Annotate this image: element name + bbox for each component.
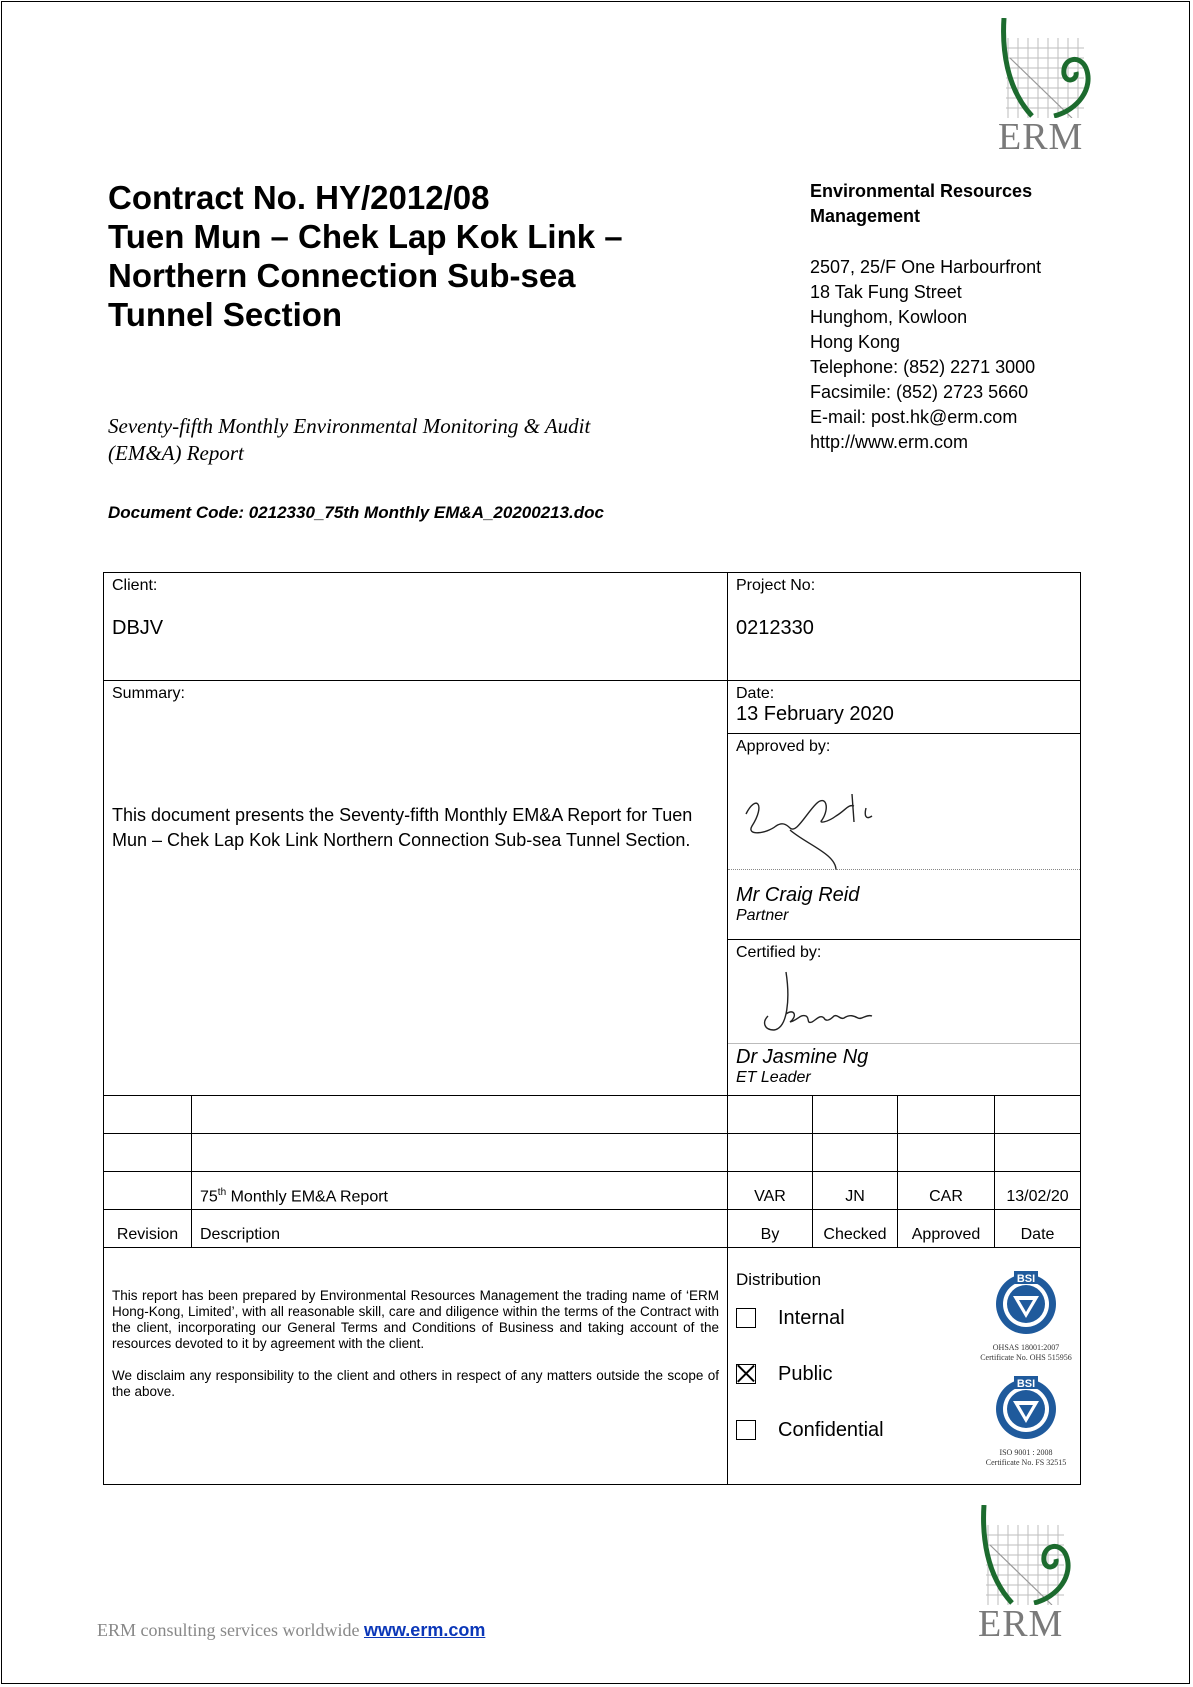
approver-role: Partner <box>736 907 789 924</box>
facsimile: Facsimile: (852) 2723 5660 <box>810 382 1029 402</box>
project-label: Project No: <box>736 577 816 594</box>
approver-name: Mr Craig Reid <box>736 884 860 906</box>
svg-text:BSI: BSI <box>1016 1273 1036 1285</box>
certifier-name: Dr Jasmine Ng <box>736 1046 869 1068</box>
date-box <box>728 681 1080 734</box>
erm-logo-icon <box>998 18 1094 118</box>
date-value: 13 February 2020 <box>736 703 894 725</box>
confidential-checkbox[interactable] <box>736 1420 756 1440</box>
certifier-signature-icon <box>750 968 910 1048</box>
client-label: Client: <box>112 577 158 594</box>
revision-by: VAR <box>728 1172 813 1210</box>
approved-box <box>728 734 1080 940</box>
document-control-table <box>103 572 1081 1485</box>
header-description: Description <box>192 1210 728 1248</box>
title-line: Tunnel Section <box>108 296 343 333</box>
date-label: Date: <box>736 685 775 702</box>
public-label: Public <box>778 1362 833 1385</box>
disclaimer-paragraph: This report has been prepared by Environmental Resources Management the trading name of ‘ERM Hong-Kong, Limited’, with all reasonable skill, care and diligence within the terms of the Contract with the client, incorporating our General Terms and Conditions of Business and taking account of the resources devoted to it by agreement with the client. <box>112 1288 719 1351</box>
summary-cell <box>104 681 728 1096</box>
address-line: 18 Tak Fung Street <box>810 282 962 302</box>
disclaimer-cell <box>104 1248 728 1485</box>
certified-box <box>728 940 1080 1095</box>
footer-text: ERM consulting services worldwide <box>97 1620 364 1640</box>
cert-line: Certificate No. OHS 515956 <box>980 1353 1072 1362</box>
title-line: Contract No. HY/2012/08 <box>108 179 490 216</box>
cert-line: ISO 9001 : 2008 <box>999 1448 1053 1457</box>
cert-line: Certificate No. FS 32515 <box>985 1458 1067 1467</box>
subtitle-line: Seventy-fifth Monthly Environmental Monitoring & Audit <box>108 414 591 438</box>
public-checkbox[interactable] <box>736 1364 756 1384</box>
header-by: By <box>728 1210 813 1248</box>
revision-number <box>104 1172 192 1210</box>
bsi-badge-icon <box>966 1268 1086 1338</box>
client-cell <box>104 573 728 681</box>
approval-cell <box>728 681 1081 1096</box>
header-approved: Approved <box>898 1210 995 1248</box>
title-line: Northern Connection Sub-sea <box>108 257 576 294</box>
company-name-line: Management <box>810 206 921 226</box>
distribution-cell <box>728 1248 1081 1485</box>
bsi-badge-icon <box>966 1373 1086 1443</box>
revision-description: 75th Monthly EM&A Report <box>192 1172 728 1210</box>
company-name <box>810 179 1150 229</box>
address-line: Hong Kong <box>810 332 901 352</box>
project-cell <box>728 573 1081 681</box>
address-line: 2507, 25/F One Harbourfront <box>810 257 1042 277</box>
erm-logo-text: ERM <box>978 1603 1064 1645</box>
revision-row-empty <box>104 1134 1081 1172</box>
document-code: Document Code: 0212330_75th Monthly EM&A_20200213.doc <box>108 503 605 522</box>
subtitle-line: (EM&A) Report <box>108 441 244 465</box>
erm-logo-icon <box>978 1505 1074 1605</box>
summary-label: Summary: <box>112 685 185 702</box>
cert-line: OHSAS 18001:2007 <box>992 1343 1060 1352</box>
revision-checked: JN <box>813 1172 898 1210</box>
disclaimer-paragraph: We disclaim any responsibility to the client and others in respect of any matters outside the scope of the above. <box>112 1368 719 1399</box>
telephone: Telephone: (852) 2271 3000 <box>810 357 1036 377</box>
certified-label: Certified by: <box>736 944 822 961</box>
address-line: Hunghom, Kowloon <box>810 307 968 327</box>
client-value: DBJV <box>112 617 164 639</box>
footer <box>97 1620 485 1641</box>
erm-logo-bottom <box>978 1505 1074 1643</box>
distribution-label: Distribution <box>736 1270 822 1289</box>
approved-label: Approved by: <box>736 738 831 755</box>
bsi-certification <box>966 1268 1086 1362</box>
summary-text: This document presents the Seventy-fifth Monthly EM&A Report for Tuen Mun – Chek Lap Kok Link Northern Connection Sub-sea Tunnel Section. <box>112 805 693 850</box>
header-checked: Checked <box>813 1210 898 1248</box>
header-revision: Revision <box>104 1210 192 1248</box>
revision-row-empty <box>104 1096 1081 1134</box>
erm-logo-text: ERM <box>998 116 1084 158</box>
title-line: Tuen Mun – Chek Lap Kok Link – <box>108 218 623 255</box>
website: http://www.erm.com <box>810 432 969 452</box>
document-title <box>108 178 748 334</box>
project-value: 0212330 <box>736 617 814 639</box>
revision-row <box>104 1172 1081 1210</box>
certifier-role: ET Leader <box>736 1069 811 1086</box>
company-address <box>810 255 1150 455</box>
bsi-certification <box>966 1373 1086 1467</box>
approver-signature-icon <box>736 764 896 874</box>
footer-link[interactable]: www.erm.com <box>363 1620 486 1640</box>
internal-label: Internal <box>778 1306 845 1329</box>
revision-header-row <box>104 1210 1081 1248</box>
svg-text:BSI: BSI <box>1016 1378 1036 1390</box>
erm-logo-top <box>998 18 1094 156</box>
confidential-label: Confidential <box>778 1418 884 1441</box>
company-name-line: Environmental Resources <box>810 181 1033 201</box>
revision-date: 13/02/20 <box>995 1172 1081 1210</box>
header-date: Date <box>995 1210 1081 1248</box>
revision-approved: CAR <box>898 1172 995 1210</box>
internal-checkbox[interactable] <box>736 1308 756 1328</box>
document-subtitle <box>108 413 728 467</box>
email: E-mail: post.hk@erm.com <box>810 407 1018 427</box>
